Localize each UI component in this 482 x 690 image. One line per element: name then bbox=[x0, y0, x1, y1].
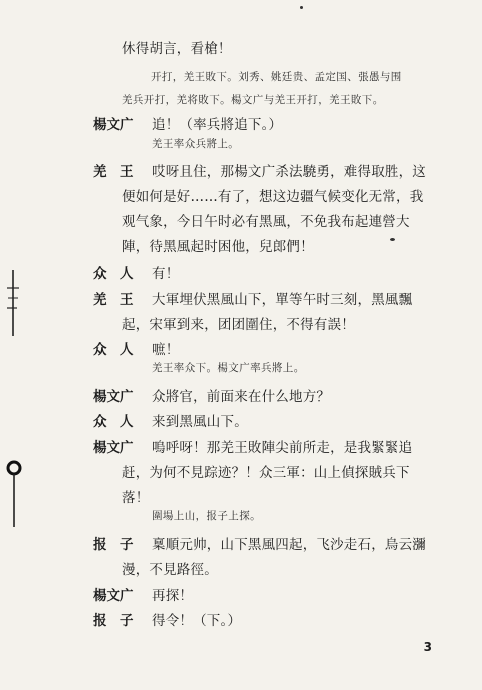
speaker-label: 羌 王 bbox=[93, 292, 134, 308]
dialogue-line: 稟順元帅，山下黑風四起，飞沙走石，烏云瀰 bbox=[152, 537, 426, 553]
dialogue-line: 便如何是好……有了，想这边疆气候变化无常，我 bbox=[122, 189, 424, 205]
dialogue-line: 陣，待黑風起时困他，兒郎們！ bbox=[122, 239, 314, 255]
stage-direction: 圍場上山，报子上探。 bbox=[152, 510, 261, 522]
speaker-label: 众 人 bbox=[93, 414, 134, 430]
dialogue-line: 再探！ bbox=[152, 588, 194, 604]
dialogue-line: 赶，为何不見踪迹？！众三軍：山上偵探賊兵下 bbox=[122, 465, 410, 481]
speaker-label: 楊文广 bbox=[93, 440, 134, 456]
dialogue-line: 来到黑風山下。 bbox=[152, 414, 248, 430]
dialogue-line: 起，宋軍到来，团团圍住，不得有誤！ bbox=[122, 317, 355, 333]
speaker-label: 报 子 bbox=[93, 613, 134, 629]
dialogue-line: 休得胡言，看槍！ bbox=[122, 41, 232, 57]
speaker-label: 羌 王 bbox=[93, 164, 134, 180]
stage-direction: 羌兵开打，羌将敗下。楊文广与羌王开打，羌王敗下。 bbox=[122, 94, 384, 106]
stage-direction: 羌王率众兵將上。 bbox=[152, 138, 240, 150]
speaker-label: 楊文广 bbox=[93, 389, 134, 405]
dialogue-line: 得令！（下。） bbox=[152, 613, 242, 629]
speaker-label: 众 人 bbox=[93, 266, 134, 282]
dialogue-line: 嗻！ bbox=[152, 342, 180, 358]
ink-speck bbox=[390, 238, 395, 241]
dialogue-line: 嗚呼呀！那羌王敗陣尖前所走，是我緊緊追 bbox=[152, 440, 413, 456]
dialogue-line: 观气象，今日午时必有黑風，不免我布起連營大 bbox=[122, 214, 410, 230]
dialogue-line: 漫，不見路徑。 bbox=[122, 562, 218, 578]
stage-direction: 羌王率众下。楊文广率兵將上。 bbox=[152, 362, 305, 374]
dialogue-line: 众將官，前面来在什么地方？ bbox=[152, 389, 331, 405]
dialogue-line: 哎呀且住，那楊文广杀法驍勇，难得取胜，这 bbox=[152, 164, 426, 180]
ink-speck bbox=[300, 6, 303, 9]
stage-direction: 开打，羌王敗下。刘秀、姚廷贵、孟定国、張愚与围 bbox=[151, 71, 402, 83]
dialogue-line: 追！（率兵將追下。） bbox=[152, 117, 283, 133]
page-number: 3 bbox=[423, 640, 432, 654]
speaker-label: 楊文广 bbox=[93, 117, 134, 133]
dialogue-line: 大軍埋伏黑風山下，單等午时三刻，黑風飄 bbox=[152, 292, 413, 308]
speaker-label: 报 子 bbox=[93, 537, 134, 553]
speaker-label: 众 人 bbox=[93, 342, 134, 358]
binding-hole-bottom bbox=[2, 455, 24, 530]
speaker-label: 楊文广 bbox=[93, 588, 134, 604]
dialogue-line: 落！ bbox=[122, 490, 150, 506]
dialogue-line: 有！ bbox=[152, 266, 180, 282]
binding-mark-top bbox=[2, 268, 24, 338]
